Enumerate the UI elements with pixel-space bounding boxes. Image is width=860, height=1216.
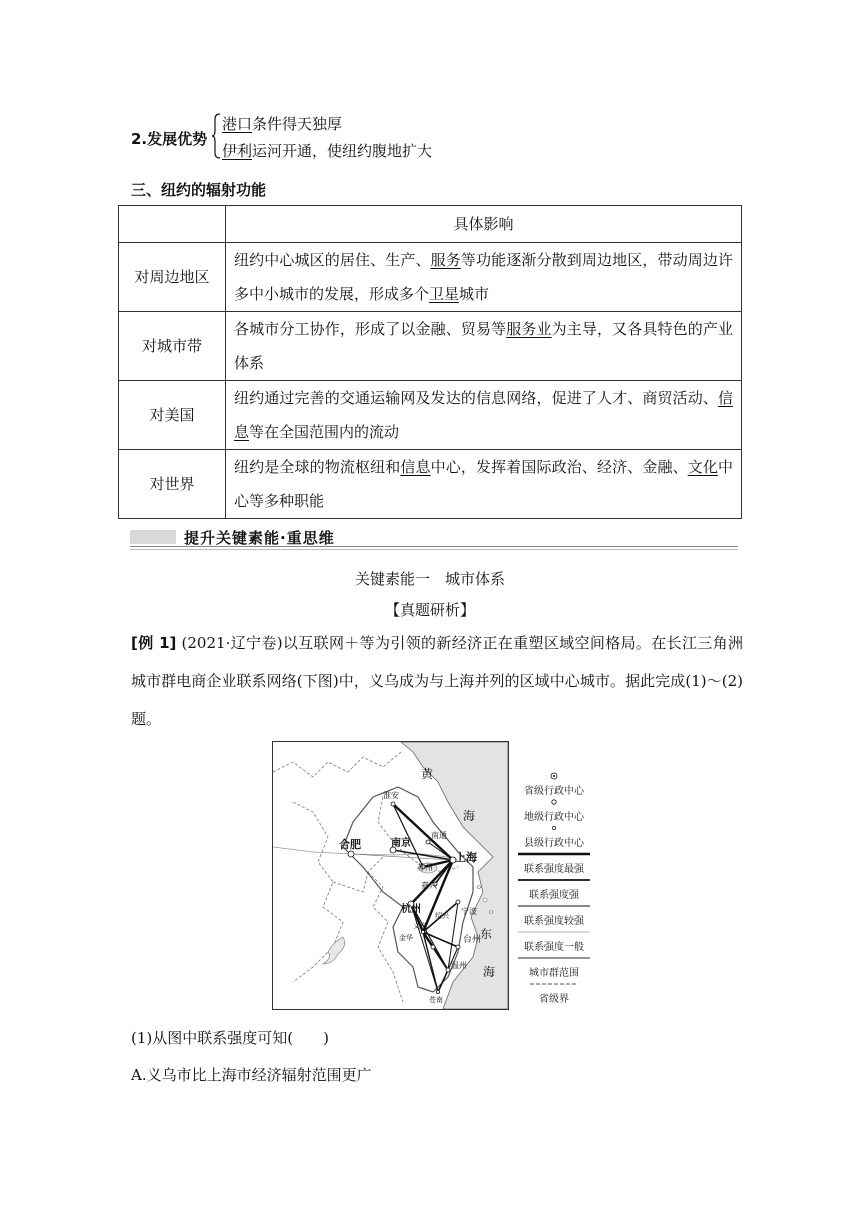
city-label: 苏州	[417, 863, 433, 872]
table-corner	[119, 206, 226, 243]
band-marker	[130, 530, 176, 544]
lake	[323, 937, 345, 964]
city-label: 义乌	[413, 922, 427, 930]
legend-label: 联系强度较强	[524, 916, 584, 927]
blank-answer: 信息	[234, 389, 733, 441]
brace-icon	[212, 113, 222, 159]
legend-label: 地级行政中心	[524, 812, 584, 823]
advantage-item-1	[222, 113, 342, 134]
provincial-border	[273, 752, 401, 777]
row-label: 对美国	[119, 381, 226, 450]
row-label: 对周边地区	[119, 243, 226, 312]
map-legend	[508, 770, 600, 1004]
prefecture-marker	[446, 968, 450, 972]
city-label: 南京	[391, 838, 411, 849]
radiation-table	[118, 205, 742, 519]
sea-label: 海	[483, 965, 496, 979]
city-label: 温州	[451, 961, 467, 970]
band-rule	[130, 549, 738, 550]
row-label: 对城市带	[119, 312, 226, 381]
section-band	[130, 527, 738, 547]
row-label: 对世界	[119, 450, 226, 519]
section3-heading: 三、纽约的辐射功能	[131, 181, 267, 199]
city-label: 嘉兴	[421, 881, 437, 890]
table-header: 具体影响	[226, 206, 742, 243]
blank-port: 港口	[222, 115, 253, 133]
city-label: 金华	[399, 934, 413, 942]
map-graphic	[273, 742, 508, 1009]
provincial-capital-marker	[348, 851, 354, 857]
legend-item	[508, 796, 600, 822]
subtitle: 关键素能一 城市体系	[354, 570, 505, 588]
advantage-item-2	[222, 140, 432, 161]
advantage-item-1-text: 条件得天独厚	[252, 115, 343, 133]
blank-answer: 服务	[430, 251, 461, 269]
city-label: 绍兴	[435, 912, 449, 920]
blank-answer: 卫星	[429, 285, 460, 303]
island	[478, 886, 481, 889]
prefecture-marker	[426, 840, 430, 844]
table-header-row	[119, 206, 742, 243]
city-label: 苍南	[429, 996, 443, 1004]
blank-answer: 信息	[400, 458, 431, 476]
legend-item	[508, 952, 600, 978]
legend-item	[508, 770, 600, 796]
prefecture-marker	[456, 945, 460, 949]
island	[490, 911, 493, 914]
city-label: 台州	[463, 935, 482, 945]
band-title: 提升关键素能·重思维	[184, 529, 335, 547]
provincial-border	[368, 872, 403, 1002]
prefecture-marker	[431, 945, 435, 949]
question-1: (1)从图中联系强度可知( )	[131, 1029, 329, 1047]
prefecture-marker	[391, 802, 395, 806]
sea-label: 海	[463, 809, 476, 823]
county-marker	[436, 990, 439, 993]
sea-label: 黄	[421, 767, 434, 781]
band-rule	[130, 546, 738, 547]
legend-label: 联系强度最强	[524, 864, 584, 875]
example-paragraph	[131, 624, 743, 738]
city-label: 宁波	[461, 907, 477, 916]
county-marker	[421, 930, 424, 933]
option-a: A.义乌市比上海市经济辐射范围更广	[131, 1066, 372, 1084]
row-content: 纽约是全球的物流枢纽和信息中心，发挥着国际政治、经济、金融、文化中心等多种职能	[226, 450, 742, 519]
island	[483, 898, 487, 902]
blank-answer: 文化	[687, 458, 718, 476]
row-content: 各城市分工协作，形成了以金融、贸易等服务业为主导，又各具特色的产业体系	[226, 312, 742, 381]
advantage-item-2-text: 运河开通，使纽约腹地扩大	[252, 142, 433, 160]
legend-item	[508, 926, 600, 952]
city-label: 合肥	[339, 838, 361, 851]
example-tag: [例 1]	[131, 634, 177, 652]
legend-item	[508, 978, 600, 1004]
legend-label: 城市群范围	[529, 968, 579, 979]
legend-item	[508, 848, 600, 874]
table-row	[119, 312, 742, 381]
bracket-title: 【真题研析】	[384, 601, 475, 619]
table-row	[119, 450, 742, 519]
city-label: 南通	[431, 831, 447, 840]
blank-erie: 伊利	[222, 142, 253, 160]
legend-label: 省级界	[539, 994, 569, 1005]
legend-label: 县级行政中心	[524, 838, 584, 849]
prefecture-marker	[456, 900, 460, 904]
city-label: 杭州	[401, 904, 421, 915]
row-content: 纽约通过完善的交通运输网及发达的信息网络，促进了人才、商贸活动、信息等在全国范围内的流动	[226, 381, 742, 450]
example-text: (2021·辽宁卷)以互联网＋等为引领的新经济正在重塑区域空间格局。在长江三角洲城市群电商企业联系网络(下图)中，义乌成为与上海并列的区域中心城市。据此完成(1)～(2)题。	[131, 634, 744, 728]
legend-item	[508, 822, 600, 848]
yangtze-river	[273, 847, 458, 860]
blank-answer: 服务业	[506, 320, 552, 338]
city-label: 淮安	[383, 791, 399, 800]
row-content: 纽约中心城区的居住、生产、服务等功能逐渐分散到周边地区，带动周边许多中小城市的发展，形成多个卫星城市	[226, 243, 742, 312]
section2-label: 2.发展优势	[131, 130, 208, 148]
legend-label: 联系强度一般	[524, 942, 584, 953]
table-row	[119, 381, 742, 450]
legend-item	[508, 900, 600, 926]
legend-label: 省级行政中心	[524, 786, 584, 797]
city-label: 上海	[455, 851, 477, 864]
yangtze-delta-map	[272, 741, 509, 1010]
legend-item	[508, 874, 600, 900]
sea-label: 东	[480, 927, 493, 941]
table-row	[119, 243, 742, 312]
legend-label: 联系强度强	[529, 890, 579, 901]
